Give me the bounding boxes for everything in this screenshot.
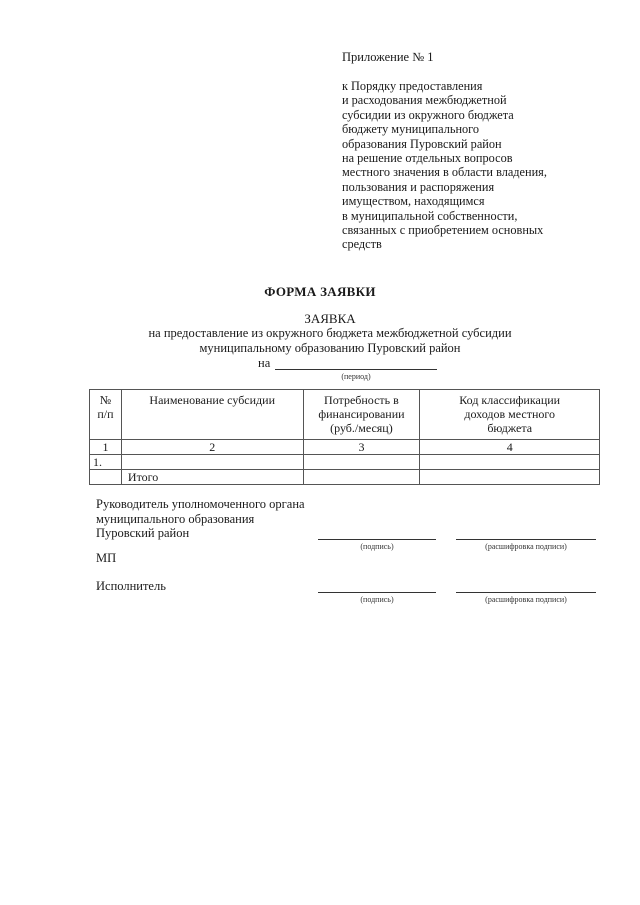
- appendix-line: пользования и распоряжения: [342, 179, 495, 194]
- period-caption: (период): [341, 372, 371, 381]
- header-number: № п/п: [90, 390, 122, 440]
- column-number: 2: [121, 440, 303, 455]
- total-number-cell: [90, 470, 122, 485]
- head-signature-caption: (подпись): [360, 542, 394, 551]
- appendix-line: связанных с приобретением основных: [342, 222, 544, 237]
- table-row: [90, 455, 600, 470]
- column-number-row: [90, 440, 600, 455]
- head-signature-line[interactable]: [318, 539, 436, 540]
- head-signature-label: Руководитель уполномоченного органа муниципального образования Пуровский район: [96, 497, 305, 541]
- total-financing-cell[interactable]: [303, 470, 420, 485]
- executor-decoding-caption: (расшифровка подписи): [485, 595, 567, 604]
- column-number: 1: [90, 440, 122, 455]
- row-financing-cell[interactable]: [303, 455, 420, 470]
- row-subsidy-name-cell[interactable]: [121, 455, 303, 470]
- table-header-row: [90, 390, 600, 440]
- appendix-line: на решение отдельных вопросов: [342, 150, 513, 165]
- row-code-cell[interactable]: [420, 455, 600, 470]
- total-code-cell[interactable]: [420, 470, 600, 485]
- stamp-label: МП: [96, 551, 117, 565]
- request-subtitle-line-1: на предоставление из окружного бюджета межбюджетной субсидии: [148, 326, 512, 340]
- appendix-line: к Порядку предоставления: [342, 79, 483, 93]
- header-subsidy-name: Наименование субсидии: [121, 390, 303, 440]
- appendix-line: бюджету муниципального: [342, 122, 480, 137]
- appendix-line: образования Пуровский район: [342, 136, 502, 151]
- head-decoding-caption: (расшифровка подписи): [485, 542, 567, 551]
- executor-signature-caption: (подпись): [360, 595, 394, 604]
- appendix-line: и расходования межбюджетной: [342, 93, 507, 108]
- column-number: 3: [303, 440, 420, 455]
- appendix-title: Приложение № 1: [342, 50, 434, 64]
- appendix-line: в муниципальной собственности,: [342, 208, 518, 223]
- appendix-line: имуществом, находящимся: [342, 194, 485, 209]
- total-row: [90, 470, 600, 485]
- subsidy-table: [89, 389, 600, 485]
- row-number: 1.: [90, 455, 122, 470]
- appendix-line: субсидии из окружного бюджета: [342, 107, 514, 122]
- header-financing-need: Потребность в финансировании (руб./месяц): [303, 390, 420, 440]
- request-title: ЗАЯВКА: [304, 311, 356, 326]
- appendix-line: местного значения в области владения,: [342, 165, 547, 180]
- executor-label: Исполнитель: [96, 579, 166, 593]
- form-title: ФОРМА ЗАЯВКИ: [264, 284, 376, 299]
- appendix-line: средств: [342, 237, 382, 252]
- column-number: 4: [420, 440, 600, 455]
- executor-signature-line[interactable]: [318, 592, 436, 593]
- head-decoding-line[interactable]: [456, 539, 596, 540]
- total-label: Итого: [121, 470, 303, 485]
- executor-decoding-line[interactable]: [456, 592, 596, 593]
- period-input-line[interactable]: [275, 369, 437, 370]
- period-prefix: на: [258, 356, 271, 370]
- request-subtitle-line-2: муниципальному образованию Пуровский район: [199, 341, 461, 355]
- appendix-text: [342, 79, 547, 252]
- header-classification-code: Код классификации доходов местного бюджета: [420, 390, 600, 440]
